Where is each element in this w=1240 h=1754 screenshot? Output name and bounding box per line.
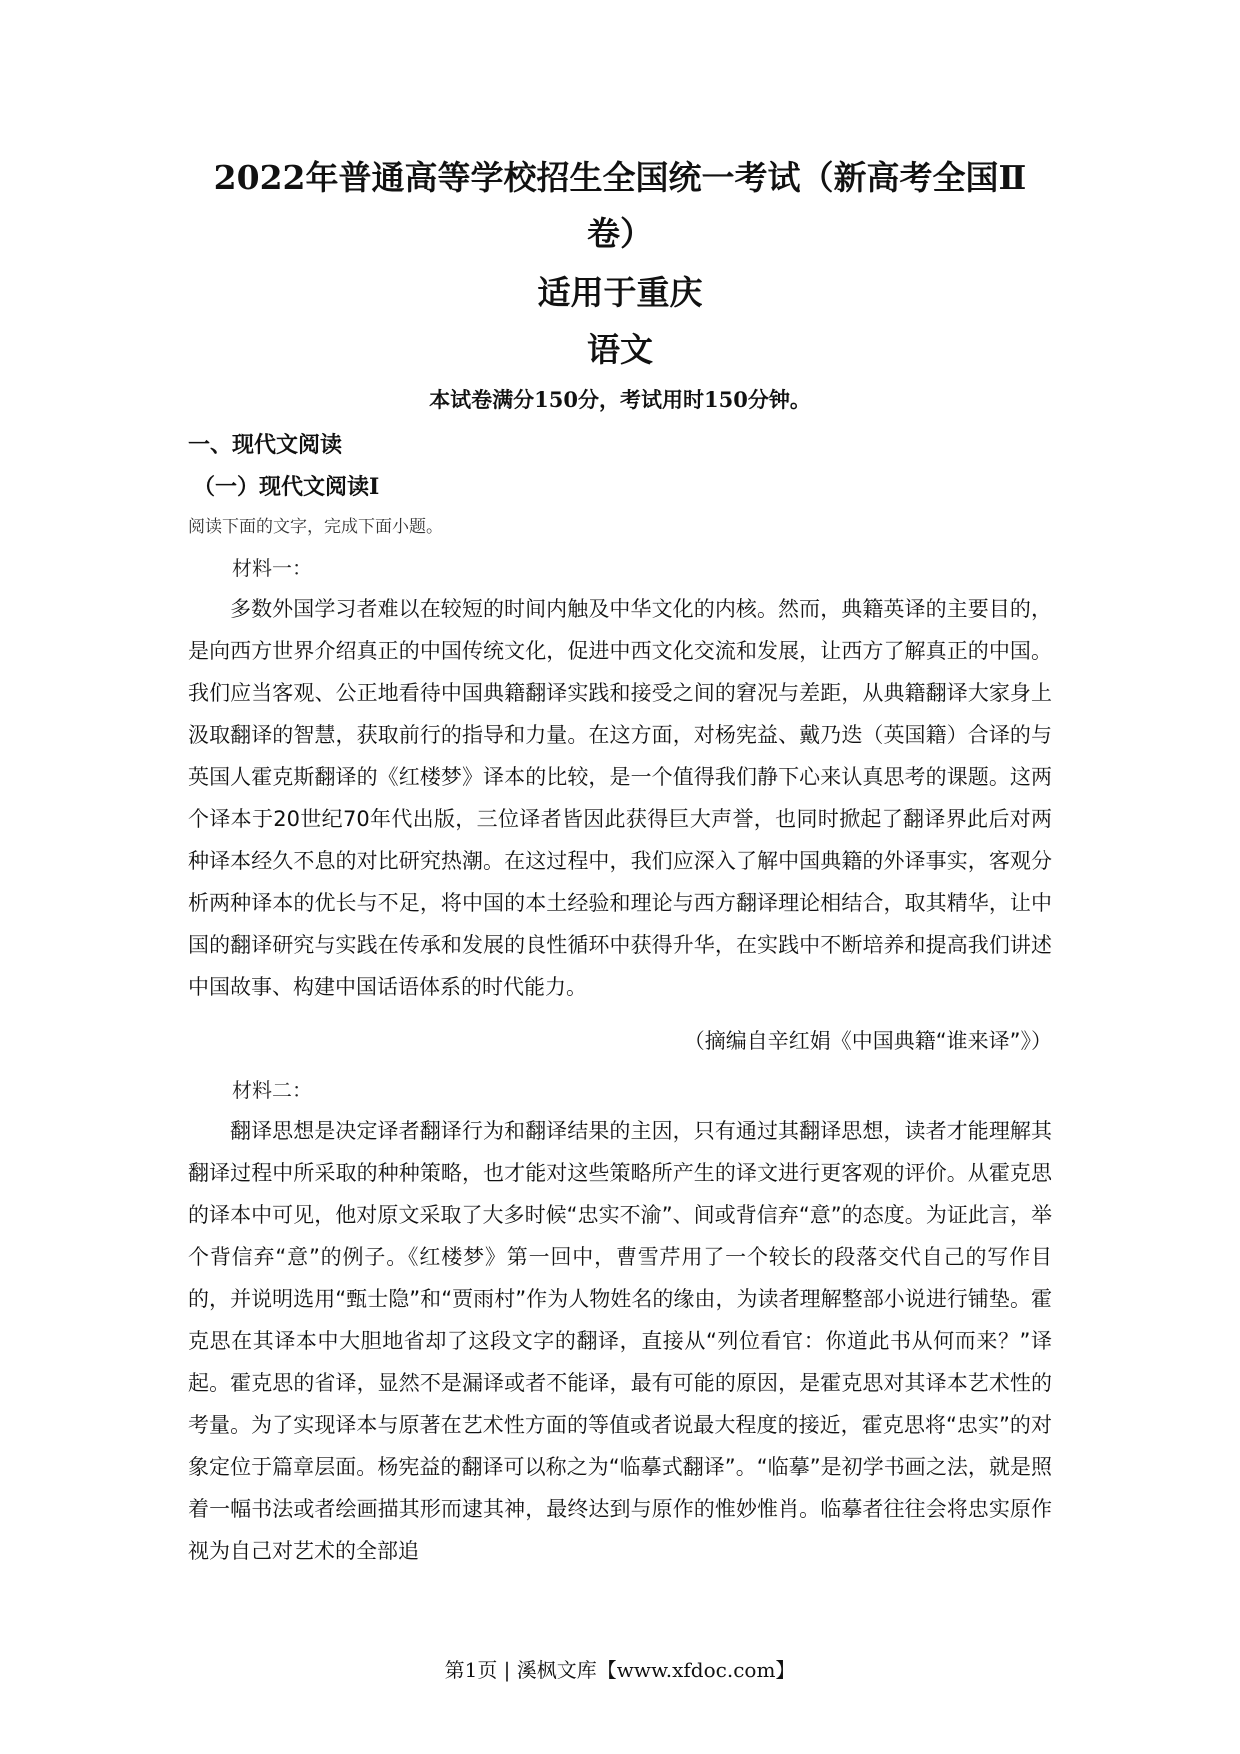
material1-text: 多数外国学习者难以在较短的时间内触及中华文化的内核。然而，典籍英译的主要目的，是向西方世界介绍真正的中国传统文化，促进中西文化交流和发展，让西方了解真正的中国。我们应当客观、公正地看待中国典籍翻译实践和接受之间的窘况与差距，从典籍翻译大家身上汲取翻译的智慧，获取前行的指导和力量。在这方面，对杨宪益、戴乃迭（英国籍）合译的与英国人霍克斯翻译的《红楼梦》译本的比较，是一个值得我们静下心来认真思考的课题。这两个译本于20世纪70年代出版，三位译者皆因此获得巨大声誉，也同时掀起了翻译界此后对两种译本经久不息的对比研究热潮。在这过程中，我们应深入了解中国典籍的外译事实，客观分析两种译本的优长与不足，将中国的本土经验和理论与西方翻译理论相结合，取其精华，让中国的翻译研究与实践在传承和发展的良性循环中获得升华，在实践中不断培养和提高我们讲述中国故事、构建中国话语体系的时代能力。 <box>188 597 1052 999</box>
material2-text: 翻译思想是决定译者翻译行为和翻译结果的主因，只有通过其翻译思想，读者才能理解其翻译过程中所采取的种种策略，也才能对这些策略所产生的译文进行更客观的评价。从霍克思的译本中可见，他对原文采取了大多时候“忠实不渝”、间或背信弃“意”的态度。为证此言，举个背信弃“意”的例子。《红楼梦》第一回中，曹雪芹用了一个较长的段落交代自己的写作目的，并说明选用“甄士隐”和“贾雨村”作为人物姓名的缘由，为读者理解整部小说进行铺垫。霍克思在其译本中大胆地省却了这段文字的翻译，直接从“列位看官：你道此书从何而来？”译起。霍克思的省译，显然不是漏译或者不能译，最有可能的原因，是霍克思对其译本艺术性的考量。为了实现译本与原著在艺术性方面的等值或者说最大程度的接近，霍克思将“忠实”的对象定位于篇章层面。杨宪益的翻译可以称之为“临摹式翻译”。“临摹”是初学书画之法，就是照着一幅书法或者绘画描其形而逮其神，最终达到与原作的惟妙惟肖。临摹者往往会将忠实原作视为自己对艺术的全部追 <box>188 1119 1052 1563</box>
material1-source: （摘编自辛红娟《中国典籍“谁来译”》） <box>683 1029 1052 1053</box>
exam-title-line2: 卷） <box>587 214 653 253</box>
material2-label: 材料二： <box>232 1078 312 1102</box>
exam-info: 本试卷满分150分，考试用时150分钟。 <box>429 387 811 412</box>
section-heading: 一、现代文阅读 <box>188 432 343 458</box>
reading-instruction: 阅读下面的文字，完成下面小题。 <box>188 517 443 537</box>
page-footer: 第1页 | 溪枫文库【www.xfdoc.com】 <box>444 1658 796 1682</box>
section-subheading: （一）现代文阅读Ⅰ <box>193 474 380 500</box>
exam-subject: 语文 <box>587 330 653 369</box>
exam-title-line1: 2022年普通高等学校招生全国统一考试（新高考全国Ⅱ <box>213 158 1027 197</box>
material1-label: 材料一： <box>232 556 312 580</box>
exam-region: 适用于重庆 <box>537 273 703 312</box>
